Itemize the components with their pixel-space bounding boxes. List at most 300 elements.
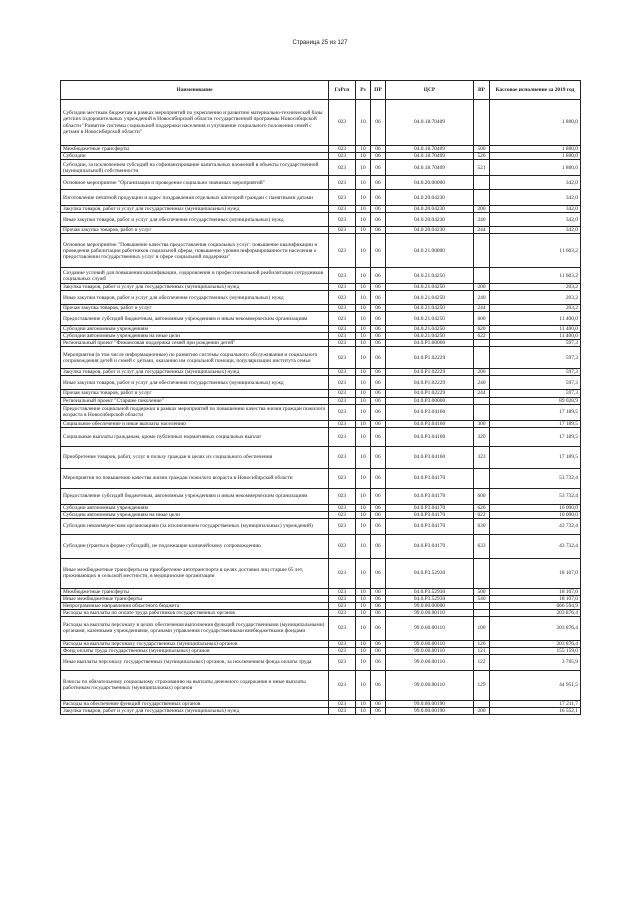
cell-rz: 10 bbox=[356, 390, 371, 397]
cell-rz: 10 bbox=[356, 153, 371, 160]
cell-grp: 023 bbox=[329, 390, 356, 397]
cell-amount: 17 189,5 bbox=[490, 420, 581, 427]
cell-amount: 3 765,9 bbox=[490, 654, 581, 670]
cell-grp: 023 bbox=[329, 640, 356, 647]
cell-rz: 10 bbox=[356, 595, 371, 602]
cell-name: Субсидии автономным учреждениям на иные цели bbox=[61, 511, 329, 518]
cell-csr: 04.0.P3.04170 bbox=[386, 518, 474, 534]
cell-vr: 240 bbox=[474, 376, 490, 390]
cell-csr: 04.0.P3.04170 bbox=[386, 468, 474, 488]
cell-pr: 06 bbox=[371, 609, 386, 616]
table-row bbox=[61, 291, 581, 305]
column-header-rz: Рз bbox=[356, 81, 371, 100]
cell-grp: 023 bbox=[329, 176, 356, 190]
cell-name: Иные закупки товаров, работ и услуг для обеспечения государственных (муниципальных) нужд bbox=[61, 213, 329, 227]
cell-name: Закупка товаров, работ и услуг для государственных (муниципальных) нужд bbox=[61, 206, 329, 213]
table-row bbox=[61, 312, 581, 326]
cell-pr: 06 bbox=[371, 160, 386, 176]
column-header-vr: ВР bbox=[474, 81, 490, 100]
cell-pr: 06 bbox=[371, 427, 386, 446]
cell-name: Закупка товаров, работ и услуг для государственных (муниципальных) нужд bbox=[61, 369, 329, 376]
cell-grp: 023 bbox=[329, 504, 356, 511]
cell-rz: 10 bbox=[356, 326, 371, 333]
cell-grp: 023 bbox=[329, 333, 356, 340]
cell-csr: 04.0.P1.00000 bbox=[386, 340, 474, 347]
table-row bbox=[61, 190, 581, 206]
cell-rz: 10 bbox=[356, 534, 371, 558]
cell-csr: 04.0.18.70409 bbox=[386, 160, 474, 176]
cell-amount: 203 876,4 bbox=[490, 640, 581, 647]
cell-rz: 10 bbox=[356, 588, 371, 595]
table-row bbox=[61, 518, 581, 534]
cell-pr: 06 bbox=[371, 595, 386, 602]
cell-rz: 10 bbox=[356, 312, 371, 326]
cell-vr: 122 bbox=[474, 654, 490, 670]
table-row bbox=[61, 588, 581, 595]
table-row bbox=[61, 670, 581, 700]
cell-vr: 244 bbox=[474, 305, 490, 312]
cell-name: Иные закупки товаров, работ и услуг для обеспечения государственных (муниципальных) нужд bbox=[61, 376, 329, 390]
cell-pr: 06 bbox=[371, 312, 386, 326]
cell-csr: 99.0.00.00110 bbox=[386, 647, 474, 654]
cell-grp: 023 bbox=[329, 284, 356, 291]
table-row bbox=[61, 206, 581, 213]
cell-rz: 10 bbox=[356, 213, 371, 227]
cell-vr bbox=[474, 340, 490, 347]
cell-csr: 99.0.00.00110 bbox=[386, 616, 474, 640]
cell-grp: 023 bbox=[329, 595, 356, 602]
cell-grp: 023 bbox=[329, 488, 356, 504]
cell-amount: 53 732,4 bbox=[490, 468, 581, 488]
cell-amount: 53 732,4 bbox=[490, 488, 581, 504]
cell-amount: 342,0 bbox=[490, 227, 581, 234]
cell-amount: 1 800,0 bbox=[490, 100, 581, 146]
cell-grp: 023 bbox=[329, 312, 356, 326]
cell-pr: 06 bbox=[371, 284, 386, 291]
table-row bbox=[61, 369, 581, 376]
cell-name: Субсидии (гранты в форме субсидий), не подлежащие казначейскому сопровождению bbox=[61, 534, 329, 558]
cell-amount: 17 189,5 bbox=[490, 446, 581, 468]
cell-grp: 023 bbox=[329, 616, 356, 640]
cell-pr: 06 bbox=[371, 708, 386, 715]
table-row bbox=[61, 427, 581, 446]
cell-amount: 10 000,0 bbox=[490, 511, 581, 518]
table-row bbox=[61, 468, 581, 488]
cell-vr bbox=[474, 404, 490, 420]
cell-vr: 500 bbox=[474, 588, 490, 595]
cell-vr: 200 bbox=[474, 708, 490, 715]
cell-csr: 99.0.00.00110 bbox=[386, 640, 474, 647]
cell-pr: 06 bbox=[371, 190, 386, 206]
cell-name: Приобретение товаров, работ, услуг в пользу граждан в целях их социального обеспечения bbox=[61, 446, 329, 468]
cell-vr: 600 bbox=[474, 312, 490, 326]
cell-rz: 10 bbox=[356, 176, 371, 190]
table-row bbox=[61, 558, 581, 588]
cell-vr: 630 bbox=[474, 518, 490, 534]
cell-amount: 342,0 bbox=[490, 206, 581, 213]
cell-csr: 99.0.00.00000 bbox=[386, 602, 474, 609]
cell-rz: 10 bbox=[356, 227, 371, 234]
table-row bbox=[61, 176, 581, 190]
cell-csr: 04.0.P3.52930 bbox=[386, 595, 474, 602]
cell-pr: 06 bbox=[371, 376, 386, 390]
cell-name: Социальное обеспечение и иные выплаты населению bbox=[61, 420, 329, 427]
cell-amount: 203 876,4 bbox=[490, 609, 581, 616]
header-row bbox=[61, 81, 581, 100]
cell-csr: 04.0.P1.02229 bbox=[386, 347, 474, 369]
cell-name: Расходы на выплаты персоналу государственных (муниципальных) органов bbox=[61, 640, 329, 647]
cell-rz: 10 bbox=[356, 100, 371, 146]
cell-name: Расходы на выплаты персоналу в целях обеспечения выполнения функций государственными (муниципальными) органами, казенными учреждениями, органами управления государственными внебюджетными фондами bbox=[61, 616, 329, 640]
cell-rz: 10 bbox=[356, 488, 371, 504]
cell-name: Мероприятия по повышению качества жизни граждан пожилого возраста в Новосибирской области bbox=[61, 468, 329, 488]
cell-vr: 540 bbox=[474, 595, 490, 602]
cell-vr bbox=[474, 176, 490, 190]
cell-pr: 06 bbox=[371, 213, 386, 227]
cell-amount: 11 603,2 bbox=[490, 268, 581, 284]
cell-grp: 023 bbox=[329, 227, 356, 234]
cell-pr: 06 bbox=[371, 468, 386, 488]
cell-csr: 04.0.20.04230 bbox=[386, 213, 474, 227]
cell-rz: 10 bbox=[356, 670, 371, 700]
cell-pr: 06 bbox=[371, 588, 386, 595]
cell-grp: 023 bbox=[329, 376, 356, 390]
cell-vr bbox=[474, 397, 490, 404]
cell-rz: 10 bbox=[356, 305, 371, 312]
cell-name: Субсидии некоммерческим организациям (за исключением государственных (муниципальных) учреждений) bbox=[61, 518, 329, 534]
cell-csr: 04.0.20.04230 bbox=[386, 190, 474, 206]
cell-grp: 023 bbox=[329, 153, 356, 160]
table-row bbox=[61, 213, 581, 227]
table-row bbox=[61, 153, 581, 160]
cell-pr: 06 bbox=[371, 390, 386, 397]
cell-vr: 500 bbox=[474, 146, 490, 153]
column-header-csr: ЦСР bbox=[386, 81, 474, 100]
cell-rz: 10 bbox=[356, 160, 371, 176]
cell-vr: 240 bbox=[474, 291, 490, 305]
table-row bbox=[61, 595, 581, 602]
cell-amount: 597,3 bbox=[490, 347, 581, 369]
cell-amount: 203,2 bbox=[490, 291, 581, 305]
cell-name: Прочая закупка товаров, работ и услуг bbox=[61, 390, 329, 397]
cell-csr: 99.0.00.00190 bbox=[386, 708, 474, 715]
cell-pr: 06 bbox=[371, 700, 386, 707]
cell-vr: 323 bbox=[474, 446, 490, 468]
cell-grp: 023 bbox=[329, 347, 356, 369]
cell-rz: 10 bbox=[356, 291, 371, 305]
cell-rz: 10 bbox=[356, 333, 371, 340]
table-row bbox=[61, 146, 581, 153]
cell-grp: 023 bbox=[329, 340, 356, 347]
cell-vr: 244 bbox=[474, 390, 490, 397]
cell-csr: 04.0.P1.02229 bbox=[386, 390, 474, 397]
cell-name: Закупка товаров, работ и услуг для государственных (муниципальных) нужд bbox=[61, 708, 329, 715]
cell-rz: 10 bbox=[356, 347, 371, 369]
cell-name: Расходы на выплаты по оплате труда работников государственных органов bbox=[61, 609, 329, 616]
cell-name: Субсидии, за исключением субсидий на софинансирование капитальных вложений в объекты государственной (муниципальной) собственности bbox=[61, 160, 329, 176]
cell-rz: 10 bbox=[356, 397, 371, 404]
cell-name: Закупка товаров, работ и услуг для государственных (муниципальных) нужд bbox=[61, 284, 329, 291]
table-row bbox=[61, 420, 581, 427]
cell-amount: 11 400,0 bbox=[490, 326, 581, 333]
cell-pr: 06 bbox=[371, 326, 386, 333]
cell-csr: 04.0.P3.04160 bbox=[386, 420, 474, 427]
cell-rz: 10 bbox=[356, 146, 371, 153]
table-row bbox=[61, 700, 581, 707]
table-row bbox=[61, 305, 581, 312]
cell-name: Иные межбюджетные трансферты bbox=[61, 595, 329, 602]
cell-pr: 06 bbox=[371, 268, 386, 284]
cell-pr: 06 bbox=[371, 488, 386, 504]
cell-rz: 10 bbox=[356, 234, 371, 268]
cell-csr: 04.0.20.04230 bbox=[386, 206, 474, 213]
cell-vr: 244 bbox=[474, 227, 490, 234]
cell-grp: 023 bbox=[329, 369, 356, 376]
cell-amount: 17 189,5 bbox=[490, 404, 581, 420]
table-row bbox=[61, 284, 581, 291]
cell-amount: 155 159,0 bbox=[490, 647, 581, 654]
table-row bbox=[61, 708, 581, 715]
table-row bbox=[61, 227, 581, 234]
cell-csr: 04.0.21.04250 bbox=[386, 291, 474, 305]
cell-amount: 597,3 bbox=[490, 340, 581, 347]
cell-csr: 04.0.21.04250 bbox=[386, 333, 474, 340]
cell-name: Изготовление печатной продукции и адрес поздравления отдельных категорий граждан с памятными датами bbox=[61, 190, 329, 206]
table-row bbox=[61, 511, 581, 518]
cell-csr: 04.0.21.00000 bbox=[386, 234, 474, 268]
cell-name: Предоставление социальной поддержки в рамках мероприятий по повышению качества жизни граждан пожилого возраста в Новосибирской области bbox=[61, 404, 329, 420]
table-row bbox=[61, 390, 581, 397]
cell-vr: 240 bbox=[474, 213, 490, 227]
cell-amount: 18 107,0 bbox=[490, 588, 581, 595]
cell-name: Межбюджетные трансферты bbox=[61, 146, 329, 153]
cell-grp: 023 bbox=[329, 518, 356, 534]
cell-rz: 10 bbox=[356, 268, 371, 284]
table-row bbox=[61, 654, 581, 670]
cell-vr: 200 bbox=[474, 369, 490, 376]
cell-grp: 023 bbox=[329, 700, 356, 707]
cell-rz: 10 bbox=[356, 504, 371, 511]
table-row bbox=[61, 376, 581, 390]
cell-rz: 10 bbox=[356, 654, 371, 670]
cell-amount: 44 951,5 bbox=[490, 670, 581, 700]
cell-name: Субсидии местным бюджетам в рамках мероприятий по укреплению и развитию материально-технической базы детских оздоровительных учреждений в Новосибирской области государственной программы Новосибирской области "Развитие системы социальной поддержки населения и улучшение социального положения семей с детьми в Новосибирской области" bbox=[61, 100, 329, 146]
cell-csr: 04.0.21.04250 bbox=[386, 305, 474, 312]
table-row bbox=[61, 347, 581, 369]
cell-csr: 04.0.21.04250 bbox=[386, 268, 474, 284]
cell-pr: 06 bbox=[371, 234, 386, 268]
cell-grp: 023 bbox=[329, 397, 356, 404]
cell-csr: 04.0.18.70409 bbox=[386, 146, 474, 153]
cell-grp: 023 bbox=[329, 446, 356, 468]
cell-vr: 200 bbox=[474, 206, 490, 213]
cell-vr bbox=[474, 100, 490, 146]
cell-grp: 023 bbox=[329, 234, 356, 268]
cell-grp: 023 bbox=[329, 427, 356, 446]
cell-amount: 597,3 bbox=[490, 390, 581, 397]
cell-rz: 10 bbox=[356, 206, 371, 213]
cell-amount: 1 800,0 bbox=[490, 160, 581, 176]
cell-name: Основное мероприятие "Повышение качества предоставления социальных услуг: повышение квалификации и проведения рабилитации работников социальной сферы, повышение уровня информированности населения о предоставлении государственных услуг в сфере социальной поддержки" bbox=[61, 234, 329, 268]
cell-pr: 06 bbox=[371, 616, 386, 640]
cell-rz: 10 bbox=[356, 511, 371, 518]
table-row bbox=[61, 340, 581, 347]
cell-rz: 10 bbox=[356, 376, 371, 390]
cell-vr: 633 bbox=[474, 534, 490, 558]
table-row bbox=[61, 488, 581, 504]
cell-grp: 023 bbox=[329, 160, 356, 176]
cell-pr: 06 bbox=[371, 227, 386, 234]
cell-name: Региональный проект "Финансовая поддержка семей при рождении детей" bbox=[61, 340, 329, 347]
cell-name: Расходы на обеспечение функций государственных органов bbox=[61, 700, 329, 707]
cell-grp: 023 bbox=[329, 291, 356, 305]
cell-vr: 600 bbox=[474, 488, 490, 504]
cell-csr: 04.0.P3.52930 bbox=[386, 588, 474, 595]
cell-grp: 023 bbox=[329, 511, 356, 518]
cell-vr: 121 bbox=[474, 647, 490, 654]
cell-rz: 10 bbox=[356, 700, 371, 707]
cell-pr: 06 bbox=[371, 291, 386, 305]
cell-grp: 023 bbox=[329, 305, 356, 312]
cell-rz: 10 bbox=[356, 708, 371, 715]
cell-csr: 04.0.18.70409 bbox=[386, 100, 474, 146]
cell-pr: 06 bbox=[371, 654, 386, 670]
cell-rz: 10 bbox=[356, 340, 371, 347]
table-row bbox=[61, 326, 581, 333]
cell-name: Субсидии bbox=[61, 153, 329, 160]
table-row bbox=[61, 534, 581, 558]
cell-pr: 06 bbox=[371, 333, 386, 340]
cell-csr: 99.0.00.00190 bbox=[386, 700, 474, 707]
cell-pr: 06 bbox=[371, 347, 386, 369]
cell-grp: 023 bbox=[329, 558, 356, 588]
cell-rz: 10 bbox=[356, 369, 371, 376]
cell-grp: 023 bbox=[329, 326, 356, 333]
cell-vr bbox=[474, 190, 490, 206]
table-row bbox=[61, 234, 581, 268]
cell-rz: 10 bbox=[356, 404, 371, 420]
cell-pr: 06 bbox=[371, 647, 386, 654]
cell-vr: 520 bbox=[474, 153, 490, 160]
table-row bbox=[61, 446, 581, 468]
cell-rz: 10 bbox=[356, 647, 371, 654]
cell-rz: 10 bbox=[356, 640, 371, 647]
cell-amount: 10 000,0 bbox=[490, 504, 581, 511]
cell-vr: 620 bbox=[474, 504, 490, 511]
cell-name: Региональный проект "Старшее поколение" bbox=[61, 397, 329, 404]
cell-amount: 11 400,0 bbox=[490, 312, 581, 326]
cell-pr: 06 bbox=[371, 206, 386, 213]
cell-grp: 023 bbox=[329, 268, 356, 284]
cell-vr bbox=[474, 268, 490, 284]
cell-csr: 99.0.00.00110 bbox=[386, 670, 474, 700]
cell-vr: 320 bbox=[474, 427, 490, 446]
cell-rz: 10 bbox=[356, 284, 371, 291]
cell-grp: 023 bbox=[329, 609, 356, 616]
cell-pr: 06 bbox=[371, 369, 386, 376]
cell-amount: 11 603,2 bbox=[490, 234, 581, 268]
cell-grp: 023 bbox=[329, 420, 356, 427]
cell-grp: 023 bbox=[329, 206, 356, 213]
table-row bbox=[61, 504, 581, 511]
cell-amount: 597,3 bbox=[490, 369, 581, 376]
cell-vr: 200 bbox=[474, 284, 490, 291]
cell-csr: 04.0.20.00000 bbox=[386, 176, 474, 190]
cell-amount: 16 552,1 bbox=[490, 708, 581, 715]
table-row bbox=[61, 333, 581, 340]
cell-csr: 04.0.18.70409 bbox=[386, 153, 474, 160]
cell-pr: 06 bbox=[371, 100, 386, 146]
table-row bbox=[61, 397, 581, 404]
cell-name: Иные закупки товаров, работ и услуг для обеспечения государственных (муниципальных) нужд bbox=[61, 291, 329, 305]
cell-pr: 06 bbox=[371, 670, 386, 700]
column-header-amount: Кассовое исполнение за 2019 год bbox=[490, 81, 581, 100]
table-row bbox=[61, 268, 581, 284]
cell-amount: 43 732,4 bbox=[490, 518, 581, 534]
cell-amount: 342,0 bbox=[490, 190, 581, 206]
table-row bbox=[61, 616, 581, 640]
column-header-grp: ГлРсп bbox=[329, 81, 356, 100]
cell-pr: 06 bbox=[371, 518, 386, 534]
cell-name: Взносы по обязательному социальному страхованию на выплаты денежного содержания и иные выплаты работникам государственных (муниципальных) органов bbox=[61, 670, 329, 700]
cell-grp: 023 bbox=[329, 708, 356, 715]
cell-vr bbox=[474, 468, 490, 488]
cell-amount: 203,2 bbox=[490, 284, 581, 291]
cell-grp: 023 bbox=[329, 468, 356, 488]
cell-rz: 10 bbox=[356, 518, 371, 534]
table-row bbox=[61, 404, 581, 420]
cell-name: Предоставление субсидий бюджетным, автономным учреждениям и иным некоммерческим организациям bbox=[61, 312, 329, 326]
cell-pr: 06 bbox=[371, 305, 386, 312]
cell-pr: 06 bbox=[371, 404, 386, 420]
cell-vr bbox=[474, 602, 490, 609]
cell-name: Мероприятия (в том числе информационные) по развитию системы социального обслуживания и социального сопровождения детей и семей с детьми, оказанию им социальной помощи, популяризации института семьи bbox=[61, 347, 329, 369]
cell-grp: 023 bbox=[329, 534, 356, 558]
cell-name: Субсидии автономным учреждениям на иные цели bbox=[61, 333, 329, 340]
table-row bbox=[61, 160, 581, 176]
column-header-pr: ПР bbox=[371, 81, 386, 100]
table-row bbox=[61, 640, 581, 647]
table-row bbox=[61, 100, 581, 146]
table-row bbox=[61, 647, 581, 654]
cell-amount: 11 400,0 bbox=[490, 333, 581, 340]
cell-grp: 023 bbox=[329, 588, 356, 595]
cell-name: Иные межбюджетные трансферты на приобретение автотранспорта в целях доставки лиц старше 65 лет, проживающих в сельской местности, в медицинские организации bbox=[61, 558, 329, 588]
cell-pr: 06 bbox=[371, 558, 386, 588]
cell-vr: 622 bbox=[474, 333, 490, 340]
page-header: Страница 25 из 127 bbox=[292, 40, 348, 46]
cell-csr: 99.0.00.00110 bbox=[386, 609, 474, 616]
cell-amount: 666 594,9 bbox=[490, 602, 581, 609]
table-row bbox=[61, 609, 581, 616]
cell-pr: 06 bbox=[371, 504, 386, 511]
cell-csr: 04.0.P3.04160 bbox=[386, 427, 474, 446]
cell-csr: 04.0.21.04250 bbox=[386, 326, 474, 333]
cell-csr: 04.0.P3.04160 bbox=[386, 404, 474, 420]
cell-grp: 023 bbox=[329, 647, 356, 654]
cell-rz: 10 bbox=[356, 602, 371, 609]
cell-amount: 597,3 bbox=[490, 376, 581, 390]
cell-vr bbox=[474, 609, 490, 616]
cell-name: Создание условий для повышения квалификации, оздоровления и профессиональной реабилитации сотрудников социальных служб bbox=[61, 268, 329, 284]
cell-vr bbox=[474, 558, 490, 588]
cell-amount: 18 107,0 bbox=[490, 595, 581, 602]
cell-amount: 89 028,9 bbox=[490, 397, 581, 404]
cell-name: Прочая закупка товаров, работ и услуг bbox=[61, 227, 329, 234]
cell-amount: 17 211,7 bbox=[490, 700, 581, 707]
cell-name: Предоставление субсидий бюджетным, автономным учреждениям и иным некоммерческим организациям bbox=[61, 488, 329, 504]
cell-pr: 06 bbox=[371, 420, 386, 427]
